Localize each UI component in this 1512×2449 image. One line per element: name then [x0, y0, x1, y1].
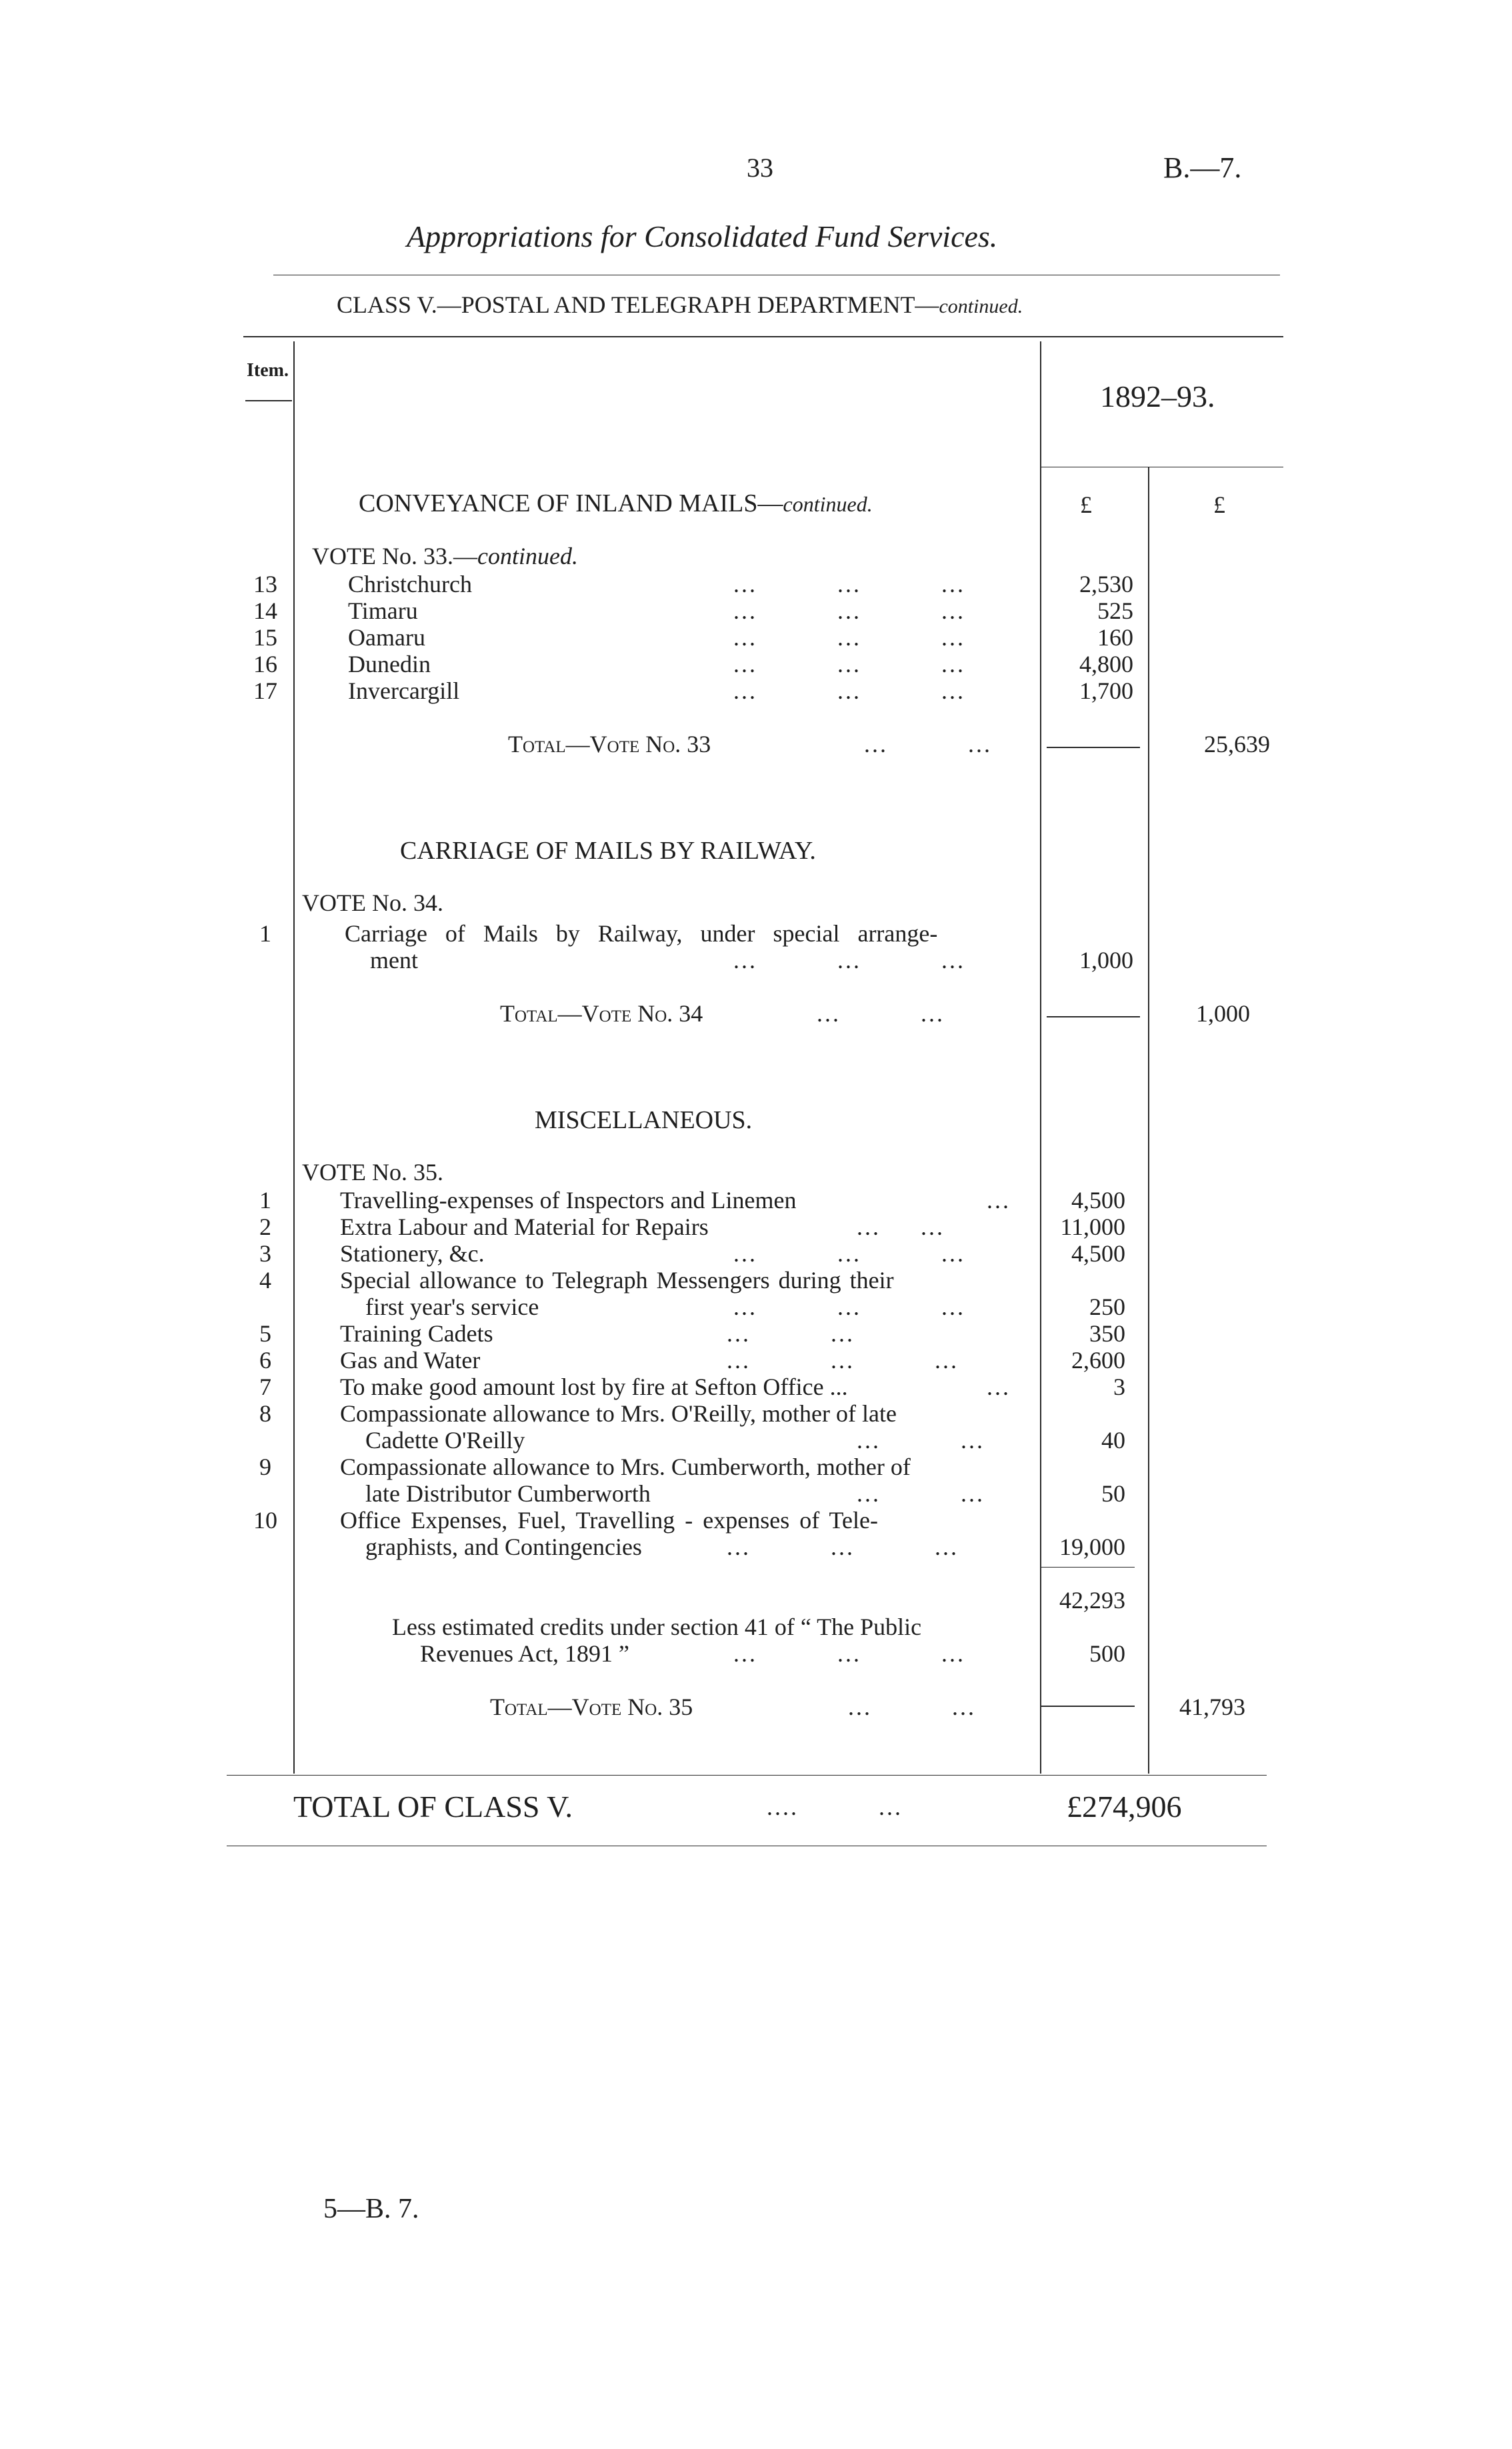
document-reference: B.—7. — [1163, 151, 1242, 184]
item-number: 1 — [259, 920, 271, 947]
item-number: 3 — [259, 1240, 271, 1267]
item-description: Stationery, &c. — [340, 1240, 485, 1267]
item-description: Office Expenses, Fuel, Travelling - expenses of Tele- — [340, 1507, 878, 1534]
total-vote-34-amount: 1,000 — [1196, 1000, 1250, 1027]
leader-dots: ... ... — [864, 731, 992, 757]
item-number: 14 — [253, 597, 277, 624]
item-number: 5 — [259, 1320, 271, 1347]
less-credits-line2: Revenues Act, 1891 ” — [420, 1640, 629, 1667]
vote-33-label: VOTE No. 33.—continued. — [312, 543, 578, 569]
item-description: Special allowance to Telegraph Messengers during their — [340, 1267, 894, 1294]
leader-dots: ... ... — [857, 1480, 985, 1507]
item-amount: 19,000 — [1059, 1534, 1125, 1560]
item-description-continued: late Distributor Cumberworth — [365, 1480, 651, 1507]
item-number: 17 — [253, 677, 277, 704]
item-number: 9 — [259, 1454, 271, 1480]
leader-dots: ... ... ... — [733, 651, 965, 677]
item-number: 1 — [259, 1187, 271, 1213]
item-description: Training Cadets — [340, 1320, 493, 1347]
header-rule-bottom — [243, 336, 1283, 337]
leader-dots: ... — [987, 1374, 1011, 1400]
item-amount: 350 — [1089, 1320, 1125, 1347]
subtotal-rule — [1047, 747, 1140, 748]
item-amount: 4,800 — [1079, 651, 1133, 677]
item-amount: 1,700 — [1079, 677, 1133, 704]
class-heading: CLASS V.—POSTAL AND TELEGRAPH DEPARTMENT—continued. — [337, 291, 1023, 318]
less-credits-line1: Less estimated credits under section 41 of “ The Public — [392, 1614, 922, 1640]
item-description: Christchurch — [348, 571, 472, 597]
leader-dots: ... ... — [727, 1320, 855, 1347]
leader-dots: ... ... ... — [733, 947, 965, 973]
grand-total-label: TOTAL OF CLASS V. — [293, 1790, 573, 1824]
item-amount: 4,500 — [1071, 1240, 1125, 1267]
item-amount: 40 — [1101, 1427, 1125, 1454]
item-amount: 11,000 — [1060, 1213, 1125, 1240]
subtotal-rule — [1047, 1016, 1140, 1017]
item-amount: 4,500 — [1071, 1187, 1125, 1213]
item-number: 8 — [259, 1400, 271, 1427]
total-vote-35-label: Total—Vote No. 35 — [490, 1694, 693, 1720]
leader-dots: ... ... ... — [733, 1240, 965, 1267]
grand-total-rule-top — [227, 1775, 1267, 1776]
currency-symbol-2: £ — [1213, 491, 1225, 518]
item-description: Compassionate allowance to Mrs. Cumberworth, mother of — [340, 1454, 911, 1480]
item-number: 16 — [253, 651, 277, 677]
section-title-railway: CARRIAGE OF MAILS BY RAILWAY. — [400, 837, 816, 865]
vote-34-label: VOTE No. 34. — [302, 889, 443, 916]
total-vote-35-amount: 41,793 — [1179, 1694, 1245, 1720]
leader-dots: ... ... ... — [733, 1640, 965, 1667]
footer-signature: 5—B. 7. — [323, 2194, 419, 2224]
item-number: 15 — [253, 624, 277, 651]
item-description: To make good amount lost by fire at Sefton Office ... — [340, 1374, 848, 1400]
leader-dots: ... ... — [857, 1427, 985, 1454]
item-description-continued: Cadette O'Reilly — [365, 1427, 525, 1454]
item-column-divider — [293, 341, 295, 1774]
leader-dots: ... ... ... — [727, 1534, 959, 1560]
item-amount: 250 — [1089, 1294, 1125, 1320]
item-number: 6 — [259, 1347, 271, 1374]
leader-dots: ... ... ... — [733, 571, 965, 597]
item-description-continued: ment — [370, 947, 418, 973]
leader-dots: ... ... ... — [733, 677, 965, 704]
vote-35-label: VOTE No. 35. — [302, 1159, 443, 1185]
leader-dots: ... ... ... — [727, 1347, 959, 1374]
subtotal-rule — [1041, 1706, 1135, 1707]
leader-dots: ... ... — [857, 1213, 945, 1240]
item-amount: 2,600 — [1071, 1347, 1125, 1374]
leader-dots: ... ... ... — [733, 597, 965, 624]
subtotal-rule — [1041, 1567, 1135, 1568]
leader-dots: ... ... ... — [733, 1294, 965, 1320]
leader-dots: ... ... — [817, 1000, 945, 1027]
less-credits-amount: 500 — [1089, 1640, 1125, 1667]
item-amount: 50 — [1101, 1480, 1125, 1507]
total-vote-33-amount: 25,639 — [1204, 731, 1270, 757]
item-description: Compassionate allowance to Mrs. O'Reilly, mother of late — [340, 1400, 897, 1427]
item-number: 4 — [259, 1267, 271, 1294]
item-amount: 160 — [1097, 624, 1133, 651]
page-number: 33 — [747, 153, 773, 183]
item-amount: 2,530 — [1079, 571, 1133, 597]
item-description: Gas and Water — [340, 1347, 481, 1374]
item-description: Travelling-expenses of Inspectors and Linemen — [340, 1187, 797, 1213]
amount-column-divider-mid — [1148, 467, 1149, 1774]
item-header-underline — [245, 400, 292, 401]
total-vote-33-label: Total—Vote No. 33 — [508, 731, 711, 757]
item-number: 7 — [259, 1374, 271, 1400]
item-number: 10 — [253, 1507, 277, 1534]
section-title-miscellaneous: MISCELLANEOUS. — [535, 1106, 753, 1134]
item-description: Oamaru — [348, 624, 425, 651]
item-description: Dunedin — [348, 651, 431, 677]
item-description: Carriage of Mails by Railway, under special arrange- — [345, 920, 938, 947]
item-amount: 1,000 — [1079, 947, 1133, 973]
item-column-header: Item. — [247, 360, 289, 381]
leader-dots: ... ... ... — [733, 624, 965, 651]
currency-symbol-1: £ — [1080, 491, 1092, 518]
item-amount: 525 — [1097, 597, 1133, 624]
item-description-continued: graphists, and Contingencies — [365, 1534, 642, 1560]
year-column-header: 1892–93. — [1100, 379, 1215, 413]
item-number: 13 — [253, 571, 277, 597]
grand-total-amount: £274,906 — [1067, 1790, 1182, 1824]
subtotal-amount: 42,293 — [1059, 1587, 1125, 1614]
total-vote-34-label: Total—Vote No. 34 — [500, 1000, 703, 1027]
leader-dots: .... ... — [767, 1794, 903, 1820]
item-number: 2 — [259, 1213, 271, 1240]
leader-dots: ... — [987, 1187, 1011, 1213]
item-description: Invercargill — [348, 677, 460, 704]
section-title-inland-mails: CONVEYANCE OF INLAND MAILS—continued. — [359, 489, 873, 517]
item-description: Extra Labour and Material for Repairs — [340, 1213, 709, 1240]
item-amount: 3 — [1113, 1374, 1125, 1400]
item-description: Timaru — [348, 597, 418, 624]
page-title: Appropriations for Consolidated Fund Services. — [407, 219, 998, 253]
leader-dots: ... ... — [848, 1694, 976, 1720]
item-description-continued: first year's service — [365, 1294, 539, 1320]
